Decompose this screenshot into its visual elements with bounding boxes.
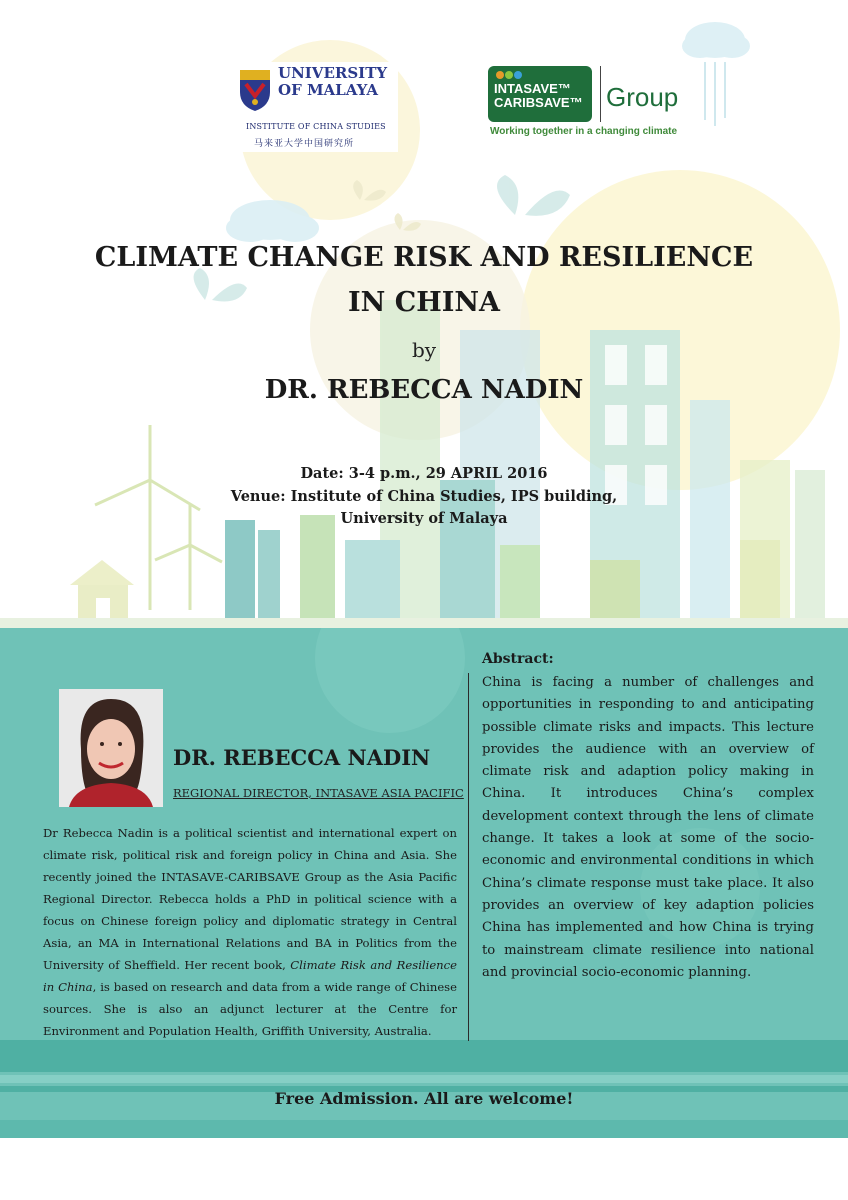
free-admission-note: Free Admission. All are welcome! xyxy=(274,1089,574,1108)
footer-whitespace xyxy=(0,1138,848,1200)
intasave-name: INTASAVE™ CARIBSAVE™ xyxy=(494,81,583,110)
bio-text-part-2: , is based on research and data from a wide range of Chinese sources. She is also an adjunct lecturer at the Centre for Environment and Population Health, Griffith University, Australia. xyxy=(43,980,457,1038)
logo-divider xyxy=(600,66,601,122)
institute-chinese-name: 马来亚大学中国研究所 xyxy=(254,139,355,149)
event-date: Date: 3-4 p.m., 29 APRIL 2016 xyxy=(300,465,548,482)
leaf-icon xyxy=(494,69,524,81)
speaker-role: REGIONAL DIRECTOR, INTASAVE ASIA PACIFIC xyxy=(173,786,464,800)
institute-name: INSTITUTE OF CHINA STUDIES xyxy=(246,122,386,131)
speaker-name: DR. REBECCA NADIN xyxy=(173,745,431,770)
event-title-line-1: CLIMATE CHANGE RISK AND RESILIENCE xyxy=(94,242,754,273)
bio-text-part-1: Dr Rebecca Nadin is a political scientist and international expert on climate risk, political risk and foreign policy in China and Asia. She recently joined the INTASAVE-CARIBSAVE Group as the Asia Pacific Regional Director. Rebecca holds a PhD in political science with a focus on Chinese foreign policy and diplomatic strategy in Central Asia, an MA in International Relations and BA in Politics from the University of Sheffield. Her recent book, xyxy=(43,826,457,972)
abstract-text: China is facing a number of challenges and opportunities in responding to and anticipating possible climate risks and impacts. This lecture provides the audience with an overview of climate risk and adaption policy making in China. It introduces China’s complex development context through the lens of climate change. It takes a look at some of the socio-economic and environmental conditions in which China’s climate response must take place. It also provides an overview of key adaption policies China has implemented and how China is trying to mainstream climate resilience into national and provincial socio-economic planning. xyxy=(482,675,814,980)
speaker-bio xyxy=(43,822,457,1042)
event-title-line-2: IN CHINA xyxy=(348,287,500,318)
university-name: UNIVERSITY OF MALAYA xyxy=(278,64,388,99)
column-divider xyxy=(468,673,469,1041)
abstract-heading: Abstract: xyxy=(482,651,554,667)
intasave-badge xyxy=(488,66,592,122)
intasave-caribsave-logo xyxy=(486,64,682,144)
speaker-photo xyxy=(59,689,163,807)
book-title: Climate Risk and Resilience in China xyxy=(43,958,458,994)
speaker-portrait xyxy=(59,689,163,807)
event-venue-line-1: Venue: Institute of China Studies, IPS building, xyxy=(230,488,618,505)
group-label: Group xyxy=(606,82,679,112)
intasave-tagline: Working together in a changing climate xyxy=(490,126,678,137)
event-venue-line-2: University of Malaya xyxy=(340,510,508,527)
university-of-malaya-logo xyxy=(232,62,398,152)
speaker-heading: DR. REBECCA NADIN xyxy=(264,375,584,405)
by-label: by xyxy=(411,338,437,362)
shield-icon xyxy=(238,68,272,112)
